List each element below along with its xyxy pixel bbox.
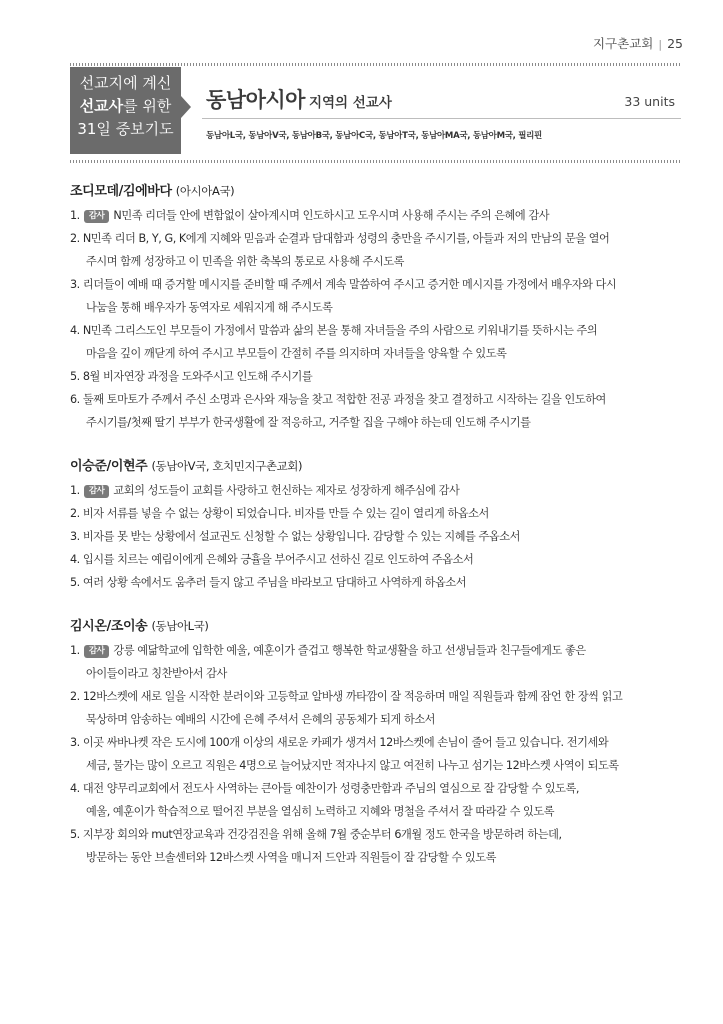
item-number: 4. [70, 553, 80, 566]
item-text-line: 마음을 깊이 깨닫게 하여 주시고 부모들이 간절히 주를 의지하며 자녀들을 양육할 수 있도록 [86, 347, 507, 360]
item-text-line: N민족 그리스도인 부모들이 가정에서 말씀과 삶의 본을 통해 자녀들을 주의 사람으로 키워내기를 뜻하시는 주의 [82, 324, 598, 337]
item-number: 2. [70, 232, 80, 245]
item-number: 6. [70, 393, 80, 406]
item-text-line: 예울, 예훈이가 학습적으로 떨어진 부분을 열심히 노력하고 지혜와 명철을 주셔서 잘 따라갈 수 있도록 [86, 805, 555, 818]
sidebar-line-3: 31일 중보기도 [77, 120, 174, 138]
prayer-item [70, 525, 690, 548]
item-text-line: 여러 상황 속에서도 움추러 들지 않고 주님을 바라보고 담대하고 사역하게 하옵소서 [82, 576, 467, 589]
item-text-line: 세금, 물가는 많이 오르고 직원은 4명으로 늘어났지만 적자나지 않고 여전히 나누고 섬기는 12바스켓 사역이 되도록 [86, 759, 619, 772]
item-text-line: 8월 비자연장 과정을 도와주시고 인도해 주시기를 [82, 370, 313, 383]
sidebar-box [70, 67, 181, 154]
item-number: 3. [70, 736, 80, 749]
item-text-line: 방문하는 동안 브솔센터와 12바스켓 사역을 매니저 드안과 직원들이 잘 감당할 수 있도록 [86, 851, 497, 864]
sidebar-line-2-bold: 선교사 [79, 97, 124, 115]
item-text-line: 입시를 치르는 예림이에게 은혜와 긍휼을 부어주시고 선하신 길로 인도하여 주옵소서 [82, 553, 474, 566]
region-subtitle: 지역의 선교사 [308, 95, 392, 111]
prayer-item [70, 571, 690, 594]
prayer-item [70, 204, 690, 227]
missionary-name: 김시온/조이송 [70, 619, 148, 634]
prayer-item [70, 777, 690, 823]
thanks-badge: 감사 [84, 485, 110, 498]
item-text-line: 지부장 회의와 mut연장교육과 건강검진을 위해 올해 7월 중순부터 6개월 정도 한국을 방문하려 하는데, [82, 828, 562, 841]
item-text-line: 리더들이 예배 때 증거할 메시지를 준비할 때 주께서 계속 말씀하여 주시고 증거한 메시지를 가정에서 배우자와 다시 [82, 278, 617, 291]
missionary-name-heading [70, 615, 690, 634]
dotted-rule-top [70, 63, 681, 66]
item-text-line: 둘째 토마토가 주께서 주신 소명과 은사와 재능을 찾고 적합한 전공 과정을 찾고 결정하고 시작하는 길을 인도하여 [82, 393, 606, 406]
item-text-line: 묵상하며 암송하는 예배의 시간에 은혜 주셔서 은혜의 공동체가 되게 하소서 [86, 713, 436, 726]
arrow-pointer [181, 96, 191, 118]
item-text-line: 주시며 함께 성장하고 이 민족을 위한 축복의 통로로 사용해 주시도록 [86, 255, 404, 268]
prayer-item [70, 639, 690, 685]
item-text-line: N민족 리더 B, Y, G, K에게 지혜와 믿음과 순결과 담대함과 성령의 충만을 주시기를, 아들과 저의 만남의 문을 열어 [82, 232, 610, 245]
item-text-line: 교회의 성도들이 교회를 사랑하고 헌신하는 제자로 성장하게 해주심에 감사 [113, 484, 460, 497]
prayer-item [70, 388, 690, 434]
prayer-item [70, 479, 690, 502]
thanks-badge: 감사 [84, 645, 110, 658]
prayer-item [70, 227, 690, 273]
sidebar-line-2 [70, 95, 181, 118]
prayer-item [70, 502, 690, 525]
item-number: 3. [70, 278, 80, 291]
missionary-location: (아시아A국) [175, 184, 235, 198]
prayer-item [70, 685, 690, 731]
missionary-name-heading [70, 180, 690, 199]
dotted-rule-bottom [70, 160, 681, 163]
sidebar-line-1: 선교지에 계신 [79, 74, 172, 92]
prayer-item [70, 273, 690, 319]
prayer-content [70, 180, 690, 890]
item-number: 2. [70, 507, 80, 520]
prayer-item [70, 548, 690, 571]
item-number: 5. [70, 370, 80, 383]
item-text-line: N민족 리더들 안에 변함없이 살아계시며 인도하시고 도우시며 사용해 주시는 주의 은혜에 감사 [113, 209, 550, 222]
missionary-section [70, 455, 690, 594]
item-number: 5. [70, 576, 80, 589]
country-list: 동남아L국, 동남아V국, 동남아B국, 동남아C국, 동남아T국, 동남아MA국, 동남아M국, 필리핀 [206, 131, 542, 141]
item-number: 1. [70, 644, 80, 657]
running-title: 지구촌교회 [592, 36, 654, 51]
item-number: 5. [70, 828, 80, 841]
item-text-line: 강릉 예닮학교에 입학한 예울, 예훈이가 즐겁고 행복한 학교생활을 하고 선생님들과 친구들에게도 좋은 [113, 644, 586, 657]
page-number: 25 [667, 36, 683, 51]
prayer-item [70, 319, 690, 365]
missionary-section [70, 615, 690, 869]
missionary-name: 조디모데/김에바다 [70, 184, 172, 199]
missionary-location: (동남아V국, 호치민지구촌교회) [151, 459, 303, 473]
units-count: 33 units [624, 94, 675, 109]
missionary-name-heading [70, 455, 690, 474]
item-number: 4. [70, 324, 80, 337]
item-text-line: 아이들이라고 칭찬받아서 감사 [86, 667, 227, 680]
missionary-section [70, 180, 690, 434]
item-text-line: 이곳 싸바나켓 작은 도시에 100개 이상의 새로운 카페가 생겨서 12바스켓에 손님이 줄어 들고 있습니다. 전기세와 [82, 736, 609, 749]
item-text-line: 비자 서류를 넣을 수 없는 상황이 되었습니다. 비자를 만들 수 있는 길이 열리게 하옵소서 [82, 507, 489, 520]
item-number: 3. [70, 530, 80, 543]
separator: | [658, 38, 663, 51]
section-title [206, 84, 392, 114]
sidebar-line-2-rest: 를 위한 [123, 97, 172, 115]
title-underline [202, 118, 681, 119]
item-text-line: 주시기를/첫째 딸기 부부가 한국생활에 잘 적응하고, 거주할 집을 구해야 하는데 인도해 주시기를 [86, 416, 531, 429]
item-number: 4. [70, 782, 80, 795]
item-text-line: 대전 양무리교회에서 전도사 사역하는 큰아들 예찬이가 성령충만함과 주님의 열심으로 잘 감당할 수 있도록, [82, 782, 579, 795]
prayer-item [70, 731, 690, 777]
prayer-item [70, 823, 690, 869]
item-text-line: 비자를 못 받는 상황에서 설교권도 신청할 수 없는 상황입니다. 감당할 수 있는 지혜를 주옵소서 [82, 530, 520, 543]
item-text-line: 12바스켓에 새로 일을 시작한 분러이와 고등학교 알바생 까타깜이 잘 적응하며 매일 직원들과 함께 잠언 한 장씩 읽고 [82, 690, 623, 703]
item-number: 1. [70, 484, 80, 497]
prayer-item [70, 365, 690, 388]
missionary-name: 이승준/이현주 [70, 459, 148, 474]
item-number: 1. [70, 209, 80, 222]
missionary-location: (동남아L국) [151, 619, 209, 633]
running-head [593, 34, 683, 52]
item-text-line: 나눔을 통해 배우자가 동역자로 세워지게 해 주시도록 [86, 301, 333, 314]
thanks-badge: 감사 [84, 210, 110, 223]
item-number: 2. [70, 690, 80, 703]
region-title: 동남아시아 [206, 88, 305, 112]
